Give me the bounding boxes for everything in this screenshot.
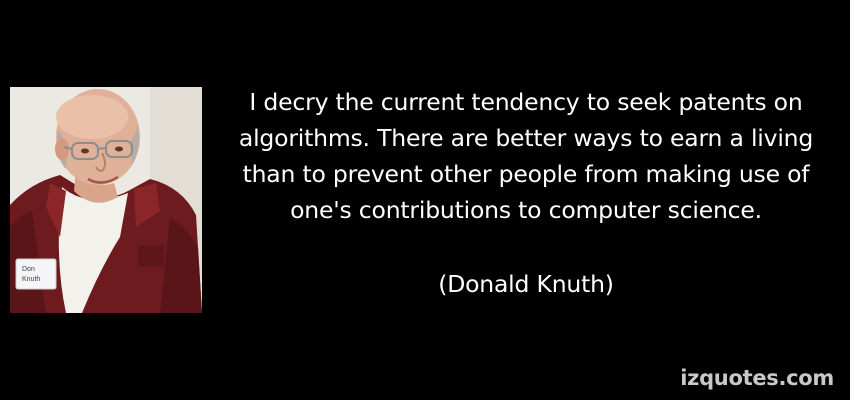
svg-text:Don: Don [22,266,35,273]
portrait-photo [10,87,202,313]
quote-author: (Donald Knuth) [438,270,614,298]
svg-text:Knuth: Knuth [22,276,41,283]
quote-text [222,84,830,228]
quote-line: one's contributions to computer science. [290,196,762,224]
quote-line: than to prevent other people from making use of [242,160,810,188]
portrait-illustration [10,87,202,313]
quote-line: I decry the current tendency to seek patents on [249,88,803,116]
site-watermark: izquotes.com [680,366,834,390]
quote-line: algorithms. There are better ways to earn a living [238,124,814,152]
name-badge [16,259,56,289]
